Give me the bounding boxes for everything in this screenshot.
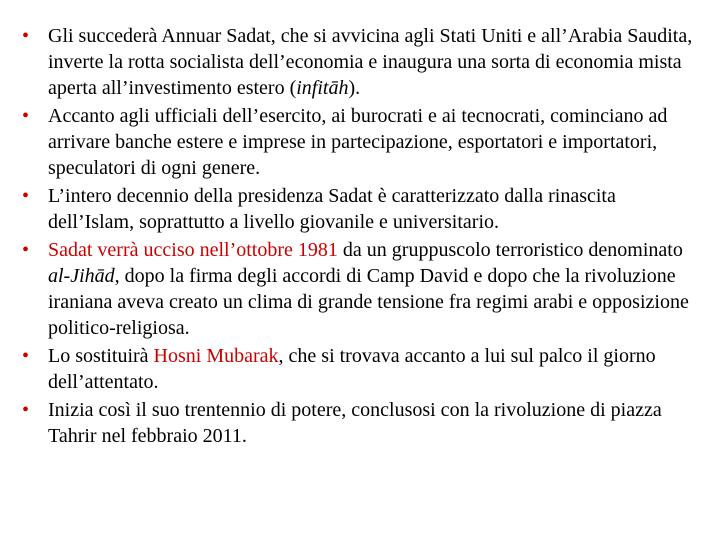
bullet-text-end: , che si trovava accanto a lui sul palco il giorno dell’attentato. [48, 345, 656, 393]
bullet-italic-term: al-Jihād [48, 265, 115, 287]
bullet-item-mubarak [22, 343, 702, 395]
bullet-icon: • [22, 185, 30, 207]
bullet-item-sadat-assassination [22, 237, 702, 341]
bullet-item-islam-revival [22, 183, 702, 235]
bullet-italic-term: infitāh [296, 77, 349, 99]
bullet-highlight-red: Sadat verrà ucciso nell’ottobre 1981 [48, 239, 338, 261]
bullet-item-new-actors [22, 103, 702, 181]
bullet-highlight-red: Hosni Mubarak [153, 345, 279, 367]
bullet-list [22, 23, 702, 449]
bullet-item-sadat-succession [22, 23, 702, 101]
bullet-text-end: ). [348, 77, 361, 99]
bullet-icon: • [22, 105, 30, 127]
bullet-icon: • [22, 239, 30, 261]
bullet-icon: • [22, 345, 30, 367]
bullet-text: da un gruppuscolo terroristico denominato [337, 239, 683, 261]
bullet-text: Gli succederà Annuar Sadat, che si avvicina agli Stati Uniti e all’Arabia Saudita, inverte la rotta socialista dell’economia e inaugura una sorta di economia mista aperta all’investimento estero ( [48, 25, 693, 99]
bullet-item-thirty-years [22, 397, 702, 449]
bullet-text: Lo sostituirà [48, 345, 154, 367]
bullet-text: L’intero decennio della presidenza Sadat è caratterizzato dalla rinascita dell’Islam, soprattutto a livello giovanile e universitario. [48, 185, 616, 233]
bullet-icon: • [22, 25, 30, 47]
bullet-text-end: , dopo la firma degli accordi di Camp David e dopo che la rivoluzione iraniana aveva creato un clima di grande tensione fra regimi arabi e opposizione politico-religiosa. [48, 265, 689, 339]
bullet-text: Inizia così il suo trentennio di potere, conclusosi con la rivoluzione di piazza Tahrir nel febbraio 2011. [48, 399, 662, 447]
bullet-text: Accanto agli ufficiali dell’esercito, ai burocrati e ai tecnocrati, cominciano ad arrivare banche estere e imprese in partecipazione, esportatori e importatori, speculatori di ogni genere. [48, 105, 668, 179]
bullet-icon: • [22, 399, 30, 421]
